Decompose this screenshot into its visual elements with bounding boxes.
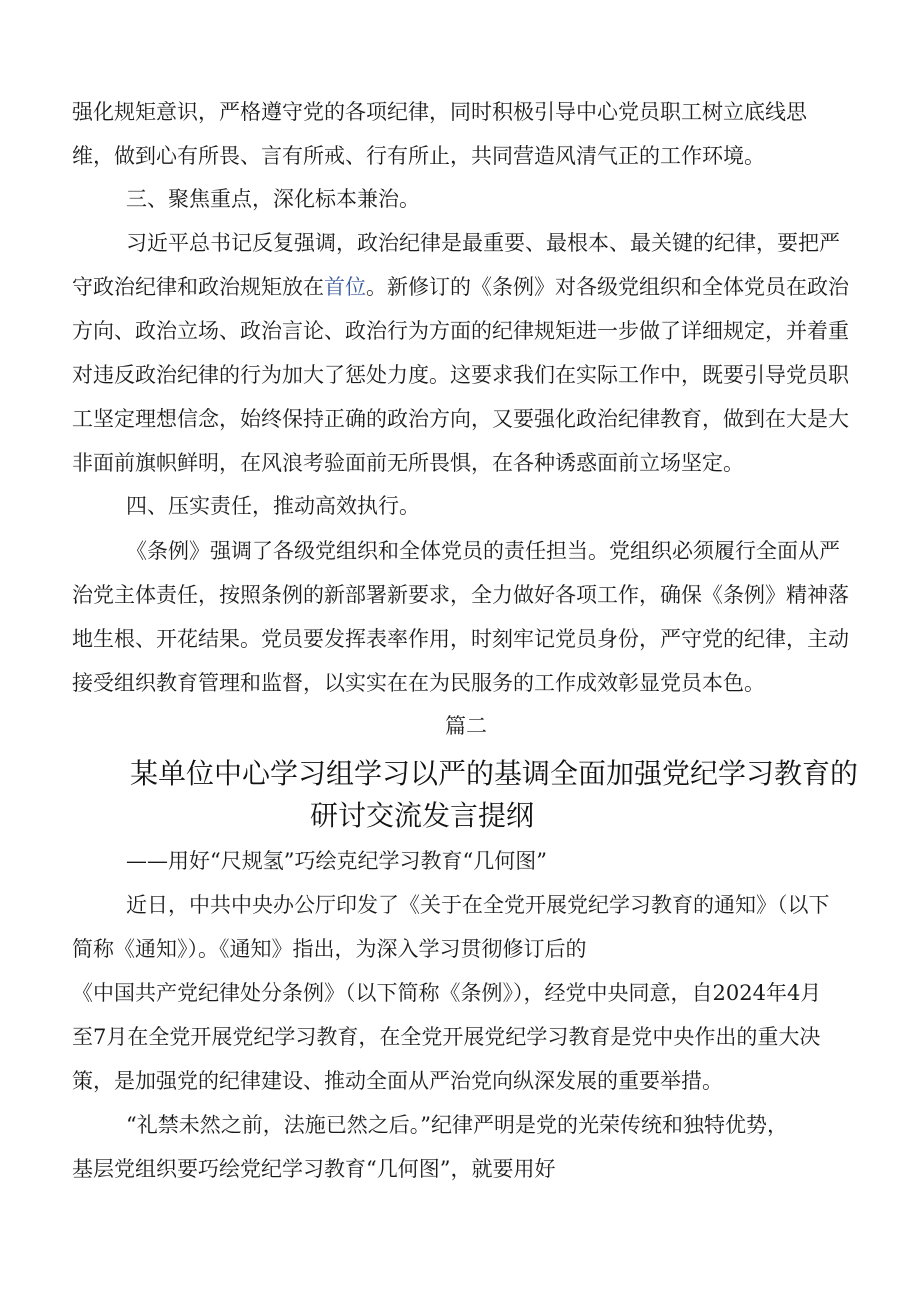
section-heading-3: 三、聚焦重点，深化标本兼治。 [126,187,420,211]
paragraph-line: 近日，中共中央办公厅印发了《关于在全党开展党纪学习教育的通知》（以下 [126,893,830,917]
paragraph-line: “礼禁未然之前，法施已然之后。”纪律严明是党的光荣传统和独特优势， [126,1113,788,1137]
paragraph-line: 非面前旗帜鲜明，在风浪考验面前无所畏惧，在各种诱惑面前立场坚定。 [72,451,744,475]
section-heading-4: 四、压实责任，推动高效执行。 [126,494,420,518]
paragraph-line: 策，是加强党的纪律建设、推动全面从严治党向纵深发展的重要举措。 [72,1069,723,1093]
paragraph-line: 对违反政治纪律的行为加大了惩处力度。这要求我们在实际工作中，既要引导党员职 [72,363,849,387]
text-segment: 守政治纪律和政治规矩放在 [72,275,324,299]
paragraph-line: 基层党组织要巧绘党纪学习教育“几何图”，就要用好 [72,1157,556,1181]
document-subtitle: ——用好“尺规氢”巧绘克纪学习教育“几何图” [126,849,547,873]
paragraph-line: 工坚定理想信念，始终保持正确的政治方向，又要强化政治纪律教育，做到在大是大 [72,407,849,431]
section-label: 篇二 [445,714,487,738]
highlighted-text: 首位 [324,275,366,299]
paragraph-line: 方向、政治立场、政治言论、政治行为方面的纪律规矩进一步做了详细规定，并着重 [72,319,849,343]
paragraph-line: 地生根、开花结果。党员要发挥表率作用，时刻牢记党员身份，严守党的纪律，主动 [72,627,849,651]
paragraph-line: 《中国共产党纪律处分条例》（以下简称《条例》），经党中央同意，自2024年4月 [72,981,822,1005]
paragraph-line: 接受组织教育管理和监督，以实实在在为民服务的工作成效彰显党员本色。 [72,671,765,695]
document-title-line-2: 研讨交流发言提纲 [310,799,535,832]
paragraph-line: 至7月在全党开展党纪学习教育，在全党开展党纪学习教育是党中央作出的重大决 [72,1025,821,1049]
paragraph-line: 维，做到心有所畏、言有所戒、行有所止，共同营造风清气正的工作环境。 [72,144,765,168]
paragraph-line: 治党主体责任，按照条例的新部署新要求，全力做好各项工作，确保《条例》精神落 [72,583,849,607]
paragraph-line: 强化规矩意识，严格遵守党的各项纪律，同时积极引导中心党员职工树立底线思 [72,100,807,124]
paragraph-line: 简称《通知》）。《通知》指出，为深入学习贯彻修订后的 [72,937,587,961]
document-title-line-1: 某单位中心学习组学习以严的基调全面加强党纪学习教育的 [130,757,859,790]
paragraph-line: 《条例》强调了各级党组织和全体党员的责任担当。党组织必须履行全面从严 [126,539,840,563]
paragraph-line [72,272,872,302]
paragraph-line: 习近平总书记反复强调，政治纪律是最重要、最根本、最关键的纪律，要把严 [126,231,840,255]
text-segment: 。新修订的《条例》对各级党组织和全体党员在政治 [366,275,849,299]
